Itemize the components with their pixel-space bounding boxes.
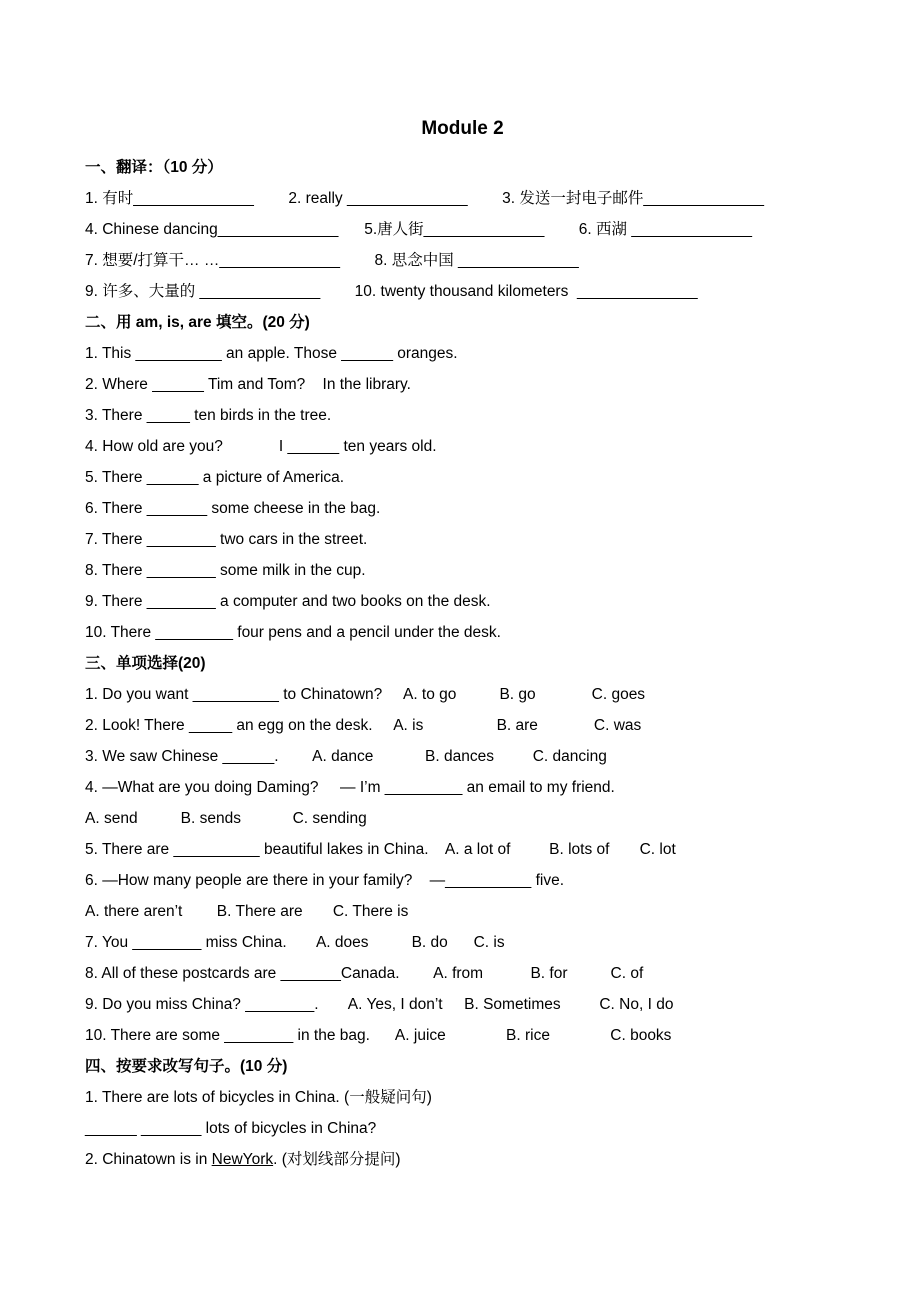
section-multiple-choice-heading: 三、单项选择(20) (85, 655, 206, 672)
s3-question-4-options: A. send B. sends C. sending (85, 810, 367, 827)
s2-question-6: 6. There _______ some cheese in the bag. (85, 500, 381, 517)
s2-question-1: 1. This __________ an apple. Those ______ oranges. (85, 345, 458, 362)
s3-question-3: 3. We saw Chinese ______. A. dance B. dances C. dancing (85, 748, 607, 765)
s2-question-9: 9. There ________ a computer and two books on the desk. (85, 593, 491, 610)
s2-question-4: 4. How old are you? I ______ ten years old. (85, 438, 437, 455)
s2-question-3: 3. There _____ ten birds in the tree. (85, 407, 332, 424)
s4-q2-pre-text: 2. Chinatown is in (85, 1151, 212, 1168)
s4-q2-underlined-text: NewYork (211, 1151, 274, 1168)
s4-q2-post-text: . (对划线部分提问) (273, 1151, 401, 1168)
s2-question-7: 7. There ________ two cars in the street. (85, 531, 368, 548)
doc-title: Module 2 (421, 118, 504, 139)
s4-question-1-answer-blanks: ______ _______ lots of bicycles in China? (85, 1120, 377, 1137)
s3-question-5: 5. There are __________ beautiful lakes in China. A. a lot of B. lots of C. lot (85, 841, 676, 858)
s3-question-8: 8. All of these postcards are _______Canada. A. from B. for C. of (85, 965, 644, 982)
s2-question-5: 5. There ______ a picture of America. (85, 469, 345, 486)
s2-question-10: 10. There _________ four pens and a pencil under the desk. (85, 624, 501, 641)
s1-line-2: 4. Chinese dancing______________ 5.唐人街______________ 6. 西湖 ______________ (85, 221, 753, 238)
s3-question-4: 4. —What are you doing Daming? — I’m _________ an email to my friend. (85, 779, 615, 796)
s1-line-1: 1. 有时______________ 2. really ______________ 3. 发送一封电子邮件______________ (85, 190, 765, 207)
section-fill-blank-heading: 二、用 am, is, are 填空。(20 分) (85, 314, 310, 331)
section-translation-heading: 一、翻译：（10 分） (85, 159, 223, 176)
s3-question-10: 10. There are some ________ in the bag. A. juice B. rice C. books (85, 1027, 672, 1044)
s1-line-4: 9. 许多、大量的 ______________ 10. twenty thousand kilometers ______________ (85, 283, 698, 300)
section-rewrite-heading: 四、按要求改写句子。(10 分) (85, 1058, 288, 1075)
s3-question-9: 9. Do you miss China? ________. A. Yes, I don’t B. Sometimes C. No, I do (85, 996, 674, 1013)
s3-question-2: 2. Look! There _____ an egg on the desk. A. is B. are C. was (85, 717, 642, 734)
s1-line-3: 7. 想要/打算干… …______________ 8. 思念中国 ______________ (85, 252, 579, 269)
s2-question-2: 2. Where ______ Tim and Tom? In the library. (85, 376, 411, 393)
s3-question-1: 1. Do you want __________ to Chinatown? A. to go B. go C. goes (85, 686, 646, 703)
s3-question-6: 6. —How many people are there in your family? —__________ five. (85, 872, 565, 889)
s4-question-2 (85, 1144, 840, 1175)
s3-question-7: 7. You ________ miss China. A. does B. do C. is (85, 934, 505, 951)
s4-question-1: 1. There are lots of bicycles in China. (一般疑问句) (85, 1089, 432, 1106)
s3-question-6-options: A. there aren’t B. There are C. There is (85, 903, 409, 920)
s2-question-8: 8. There ________ some milk in the cup. (85, 562, 366, 579)
